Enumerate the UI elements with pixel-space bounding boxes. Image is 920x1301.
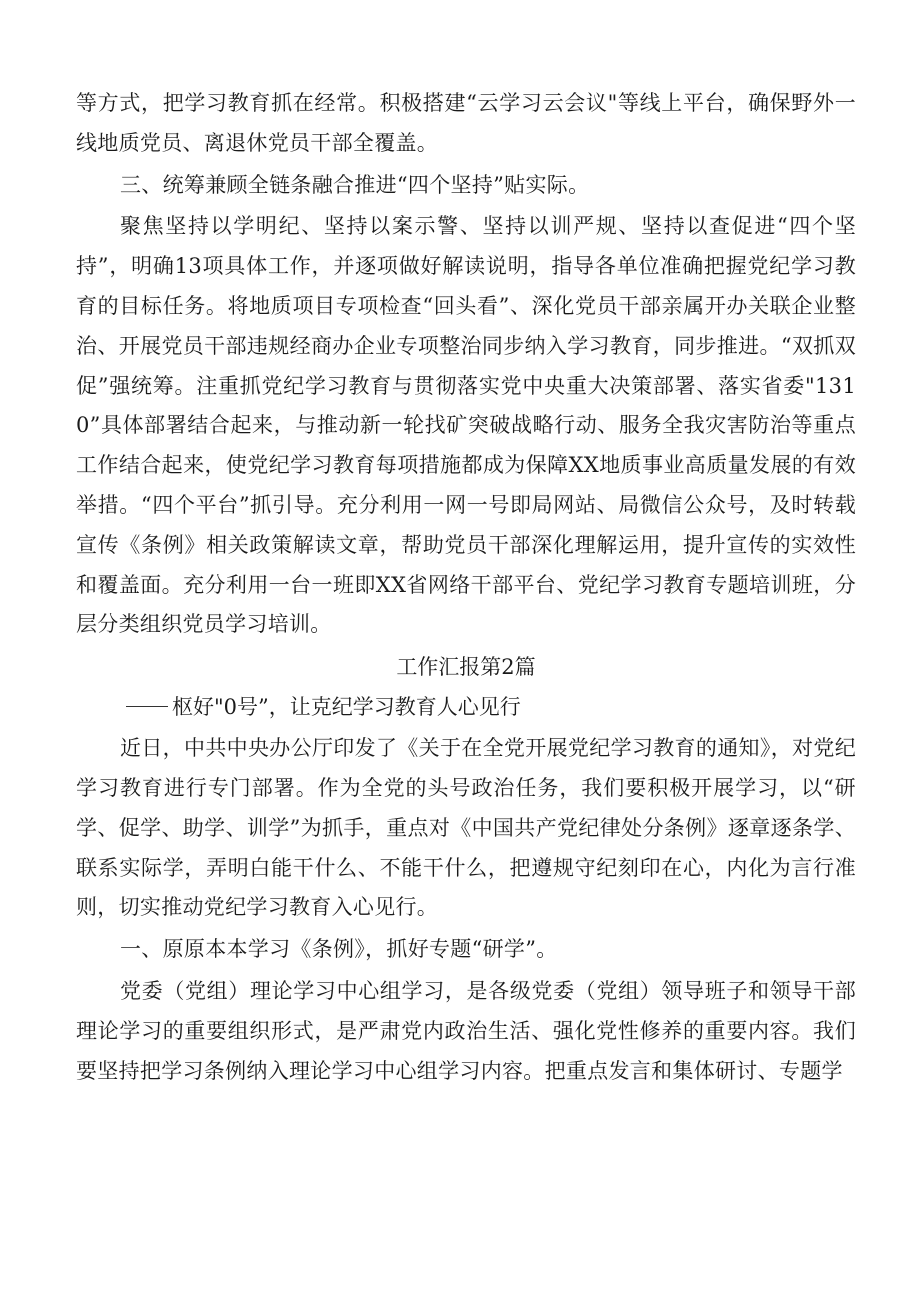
section-heading-1: 一、原原本本学习《条例》，抓好专题“研学”。 [120, 937, 558, 962]
subtitle-text: 枢好"0号”，让克纪学习教育人心见行 [172, 695, 521, 720]
paragraph-notice: 近日，中共中央办公厅印发了《关于在全党开展党纪学习教育的通知》，对党纪学习教育进行专门部署。作为全党的头号政治任务，我们要积极开展学习，以“研学、促学、助学、训学”为抓手，重点对《中国共产党纪律处分条例》逐章逐条学、联系实际学，弄明白能干什么、不能干什么，把遵规守纪刻印在心，内化为言行准则，切实推动党纪学习教育入心见行。 [76, 736, 856, 920]
dash-line [126, 706, 168, 707]
document-page [76, 84, 856, 1091]
paragraph-continuation: 等方式，把学习教育抓在经常。积极搭建“云学习云会议"等线上平台，确保野外一线地质党员、离退休党员干部全覆盖。 [76, 91, 856, 155]
paragraph-four-persistences: 聚焦坚持以学明纪、坚持以案示警、坚持以训严规、坚持以查促进“四个坚持”，明确13项具体工作，并逐项做好解读说明，指导各单位准确把握党纪学习教育的目标任务。将地质项目专项检查“回头看”、深化党员干部亲属开办关联企业整治、开展党员干部违规经商办企业专项整治同步纳入学习教育，同步推进。“双抓双促”强统筹。注重抓党纪学习教育与贯彻落实党中央重大决策部署、落实省委"1310”具体部署结合起来，与推动新一轮找矿突破战略行动、服务全我灾害防治等重点工作结合起来，使党纪学习教育每项措施都成为保障XX地质事业高质量发展的有效举措。“四个平台”抓引导。充分利用一网一号即局网站、局微信公众号，及时转载宣传《条例》相关政策解读文章，帮助党员干部深化理解运用，提升宣传的实效性和覆盖面。充分利用一台一班即XX省网络干部平台、党纪学习教育专题培训班，分层分类组织党员学习培训。 [76, 214, 856, 637]
paragraph-study-group: 党委（党组）理论学习中心组学习，是各级党委（党组）领导班子和领导干部理论学习的重要组织形式，是严肃党内政治生活、强化党性修养的重要内容。我们要坚持把学习条例纳入理论学习中心组学习内容。把重点发言和集体研讨、专题学 [76, 978, 856, 1083]
report-subtitle [76, 687, 856, 727]
report-title: 工作汇报第2篇 [396, 655, 536, 680]
section-heading-3: 三、统筹兼顾全链条融合推进“四个坚持”贴实际。 [120, 172, 590, 197]
